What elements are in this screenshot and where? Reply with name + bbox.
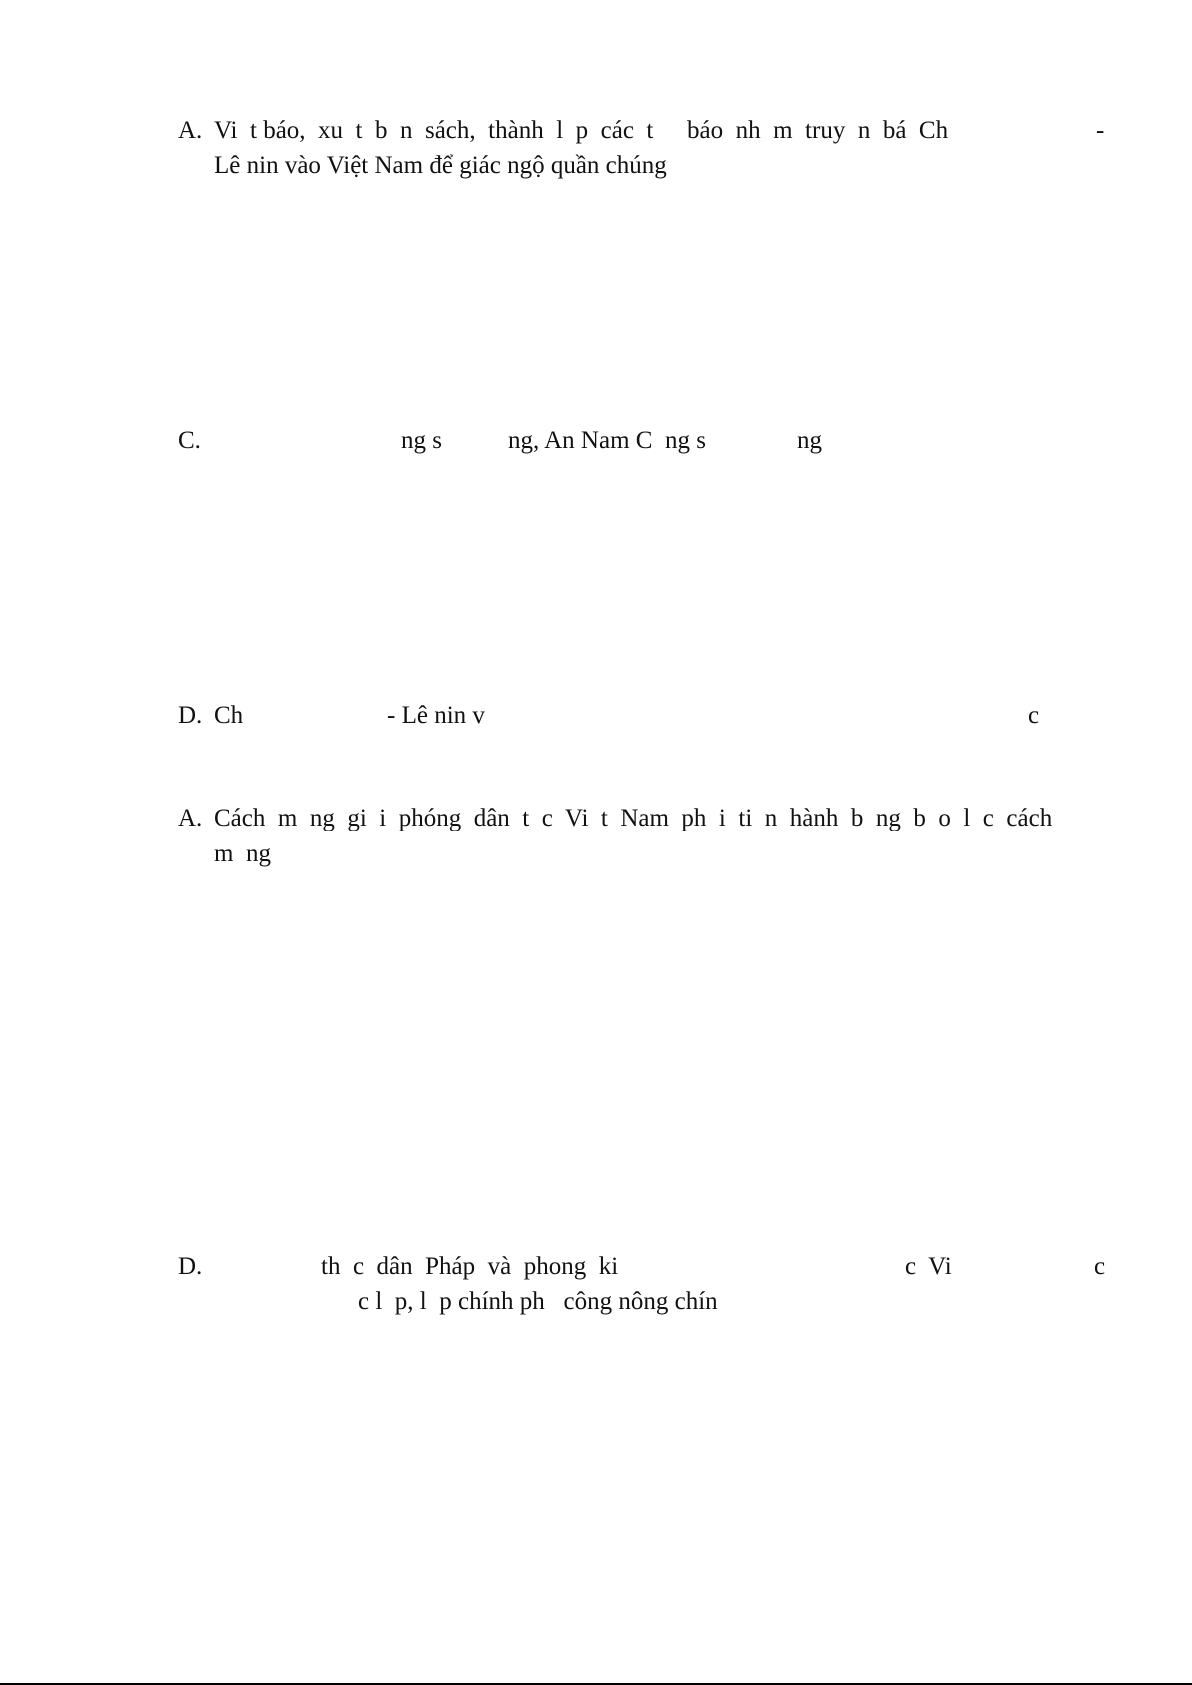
option-text-fragment: c <box>1094 1253 1106 1280</box>
option-text-fragment: c <box>1028 702 1040 729</box>
option-text-fragment: - Lê nin v <box>387 702 485 729</box>
option-text-fragment: ng s <box>401 427 442 454</box>
option-label: A. <box>178 117 203 144</box>
option-text-fragment: th c dân Pháp và phong ki <box>321 1253 619 1280</box>
option-text-fragment: - <box>1096 117 1105 144</box>
option-text-fragment: Vi t báo, xu t b n sách, thành l p các t <box>214 117 654 144</box>
option-text-fragment: c Vi <box>905 1253 952 1280</box>
option-label: D. <box>178 1253 203 1280</box>
option-text-fragment: ng <box>797 427 822 454</box>
option-label: D. <box>178 702 203 729</box>
option-label: A. <box>178 805 203 832</box>
option-text-line: m ng <box>214 840 271 867</box>
option-text-fragment: ng, An Nam C ng s <box>508 427 706 454</box>
option-text-fragment: báo nh m truy n bá Ch <box>687 117 949 144</box>
option-text-line: Lê nin vào Việt Nam để giác ngộ quần chúng <box>214 152 667 179</box>
option-label: C. <box>178 427 201 454</box>
option-text-line: c l p, l p chính ph công nông chín <box>358 1288 718 1315</box>
option-text-line: Cách m ng gi i phóng dân t c Vi t Nam ph i ti n hành b ng b o l c cách <box>214 806 1053 831</box>
option-text-fragment: Ch <box>214 702 244 729</box>
